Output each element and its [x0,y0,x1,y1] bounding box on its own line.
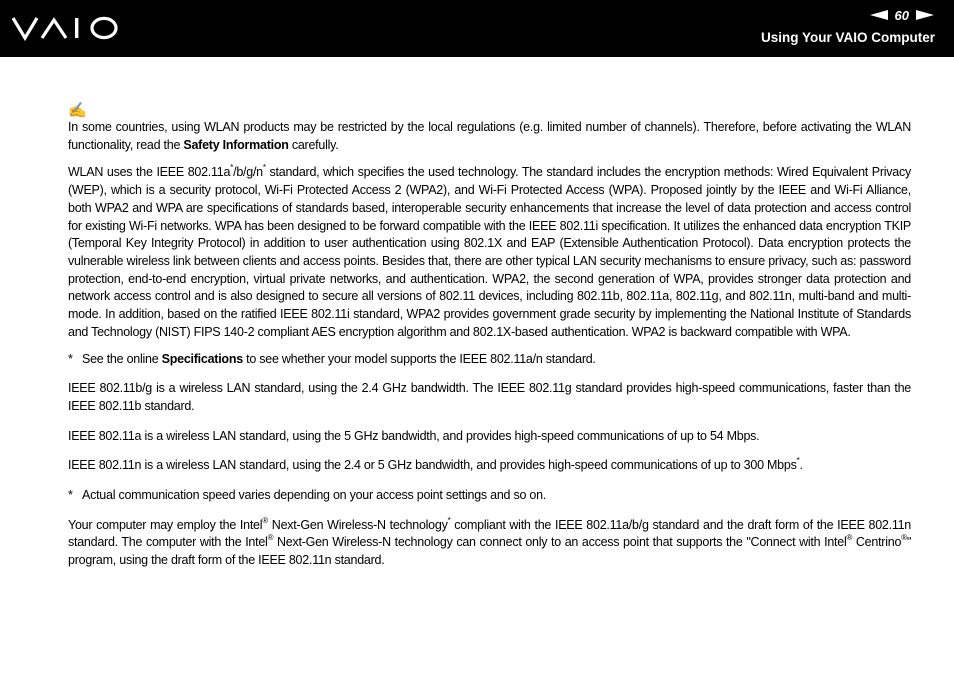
intel-paragraph: Your computer may employ the Intel® Next-Gen Wireless-N technology* compliant with the IEEE 802.11a/b/g standard and the draft form of the IEEE 802.11n standard. The computer with the Intel® Next-Gen Wireless-N technology can connect only to an access point that supports the "Connect with Intel® Centrino®" program, using the draft form of the IEEE 802.11n standard. [68,515,912,568]
ieee-80211bg-paragraph: IEEE 802.11b/g is a wireless LAN standard, using the 2.4 GHz bandwidth. The IEEE 802.11g standard provides high-speed communications, faster than the IEEE 802.11b standard. [68,381,911,413]
note-paragraph: In some countries, using WLAN products may be restricted by the local regulations (e.g. limited number of channels). Therefore, before activating the WLAN functionality, read the Safety Information carefully. [68,120,911,152]
right-arrow-icon[interactable] [916,10,934,20]
vaio-logo [12,15,120,41]
section-title: Using Your VAIO Computer [760,30,935,45]
page-header [0,0,954,57]
page-navigation [870,7,934,23]
footnote-speed: * Actual communication speed varies depending on your access point settings and so on. [68,487,547,502]
wlan-paragraph: WLAN uses the IEEE 802.11a*/b/g/n* standard, which specifies the used technology. The standard includes the encryption methods: Wired Equivalent Privacy (WEP), which is a security protocol, Wi-Fi Protected Access 2 (WPA2), and Wi-Fi Protected Access (WPA). Proposed jointly by the IEEE and Wi-Fi Alliance, both WPA2 and WPA are specifications of standards based, interoperable security enhancements that increase the level of data protection and access control for existing Wi-Fi networks. WPA has been designed to be forward compatible with the IEEE 802.11i specification. It utilizes the enhanced data encryption TKIP (Temporal Key Integrity Protocol) in addition to user authentication using 802.1X and EAP (Extensible Authentication Protocol). Data encryption protects the vulnerable wireless link between clients and access points. Besides that, there are other typical LAN security mechanisms to ensure privacy, such as: password protection, end-to-end encryption, virtual private networks, and authentication. WPA2, the second generation of WPA, provides stronger data protection and network access control and is also designed to secure all versions of 802.11 devices, including 802.11b, 802.11a, 802.11g, and 802.11n, multi-band and multi-mode. In addition, based on the ratified IEEE 802.11i standard, WPA2 provides government grade security by implementing the National Institute of Standards and Technology (NIST) FIPS 140-2 compliant AES encryption algorithm and 802.1X-based authentication. WPA2 is backward compatible with WPA. [68,163,911,339]
ieee-80211n-paragraph: IEEE 802.11n is a wireless LAN standard, using the 2.4 or 5 GHz bandwidth, and provides high-speed communications of up to 300 Mbps*. [68,456,803,473]
footnote-specifications: * See the online Specifications to see whether your model supports the IEEE 802.11a/n standard. [68,352,596,367]
page-content [68,103,911,570]
page-number: 60 [894,7,909,23]
ieee-80211a-paragraph: IEEE 802.11a is a wireless LAN standard, using the 5 GHz bandwidth, and provides high-speed communications of up to 54 Mbps. [68,428,760,443]
left-arrow-icon[interactable] [870,10,888,20]
pencil-note-icon: ✍ [68,102,87,119]
